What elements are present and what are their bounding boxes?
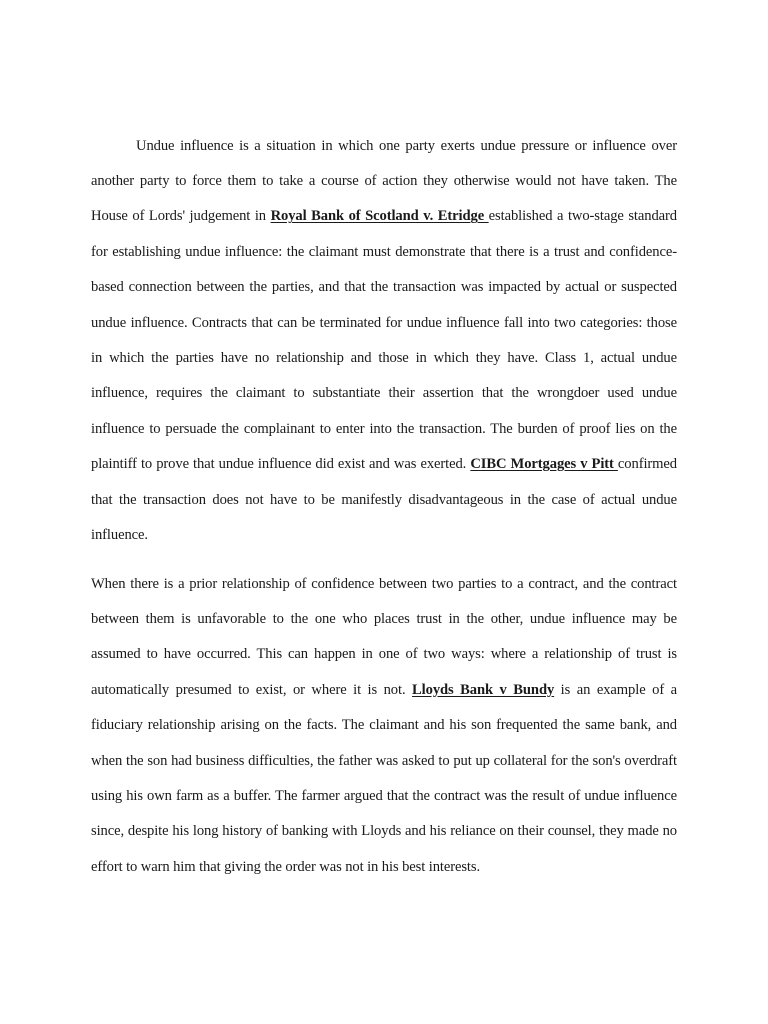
case-citation-lloyds-bundy: Lloyds Bank v Bundy (412, 681, 555, 698)
case-citation-etridge: Royal Bank of Scotland v. Etridge (270, 208, 489, 225)
paragraph-1-text-2: established a two-stage standard for establishing undue influence: the claimant must demonstrate that there is a trust and confidence-based connection between the parties, and that the transaction was impacted by actual or suspected undue influence. Contracts that can be terminated for undue influence fall into two categories: those in which the parties have no relationship and those in which they have. Class 1, actual undue influence, requires the claimant to substantiate their assertion that the wrongdoer used undue influence to persuade the complainant to enter into the transaction. The burden of proof lies on the plaintiff to prove that undue influence did exist and was exerted. (91, 208, 677, 473)
paragraph-1-text-1: Undue influence is a situation in which one party exerts undue pressure or influence over another party to force them to take a course of action they otherwise would not have taken. The House of Lords' judgement in (91, 137, 677, 225)
paragraph-presumed-undue-influence (91, 567, 677, 886)
paragraph-1-text-3: confirmed that the transaction does not have to be manifestly disadvantageous in the case of actual undue influence. (91, 456, 677, 544)
case-citation-cibc-pitt: CIBC Mortgages v Pitt (470, 456, 618, 473)
paragraph-undue-influence-intro (91, 129, 677, 554)
paragraph-2-text-1: When there is a prior relationship of confidence between two parties to a contract, and the contract between them is unfavorable to the one who places trust in the other, undue influence may be assumed to have occurred. This can happen in one of two ways: where a relationship of trust is automatically presumed to exist, or where it is not. (91, 575, 677, 698)
paragraph-2-text-2: is an example of a fiduciary relationship arising on the facts. The claimant and his son frequented the same bank, and when the son had business difficulties, the father was asked to put up collateral for the son's overdraft using his own farm as a buffer. The farmer argued that the contract was the result of undue influence since, despite his long history of banking with Lloyds and his reliance on their counsel, they made no effort to warn him that giving the order was not in his best interests. (91, 681, 677, 875)
